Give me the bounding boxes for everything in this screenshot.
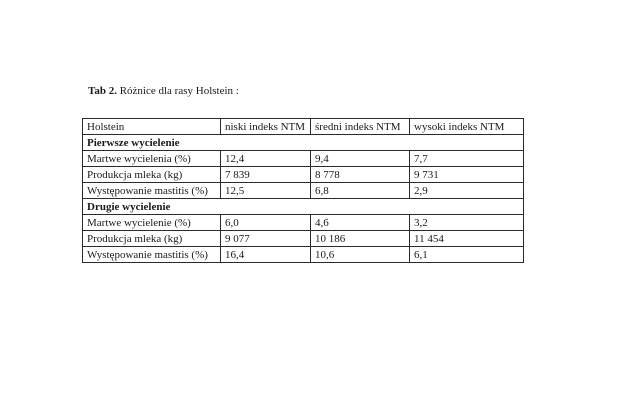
cell-high: 6,1 <box>410 247 524 263</box>
cell-low: 12,5 <box>221 183 311 199</box>
row-label: Występowanie mastitis (%) <box>83 183 221 199</box>
header-cell-low-ntm: niski indeks NTM <box>221 119 311 135</box>
cell-low: 16,4 <box>221 247 311 263</box>
section-title: Drugie wycielenie <box>83 199 524 215</box>
row-label: Produkcja mleka (kg) <box>83 167 221 183</box>
cell-low: 9 077 <box>221 231 311 247</box>
cell-mid: 4,6 <box>311 215 410 231</box>
cell-high: 9 731 <box>410 167 524 183</box>
table-caption-label: Tab 2. <box>88 85 117 97</box>
table-caption-text: Różnice dla rasy Holstein : <box>116 85 239 97</box>
table-row <box>83 215 524 231</box>
table-row <box>83 183 524 199</box>
header-cell-breed: Holstein <box>83 119 221 135</box>
cell-low: 12,4 <box>221 151 311 167</box>
section-title: Pierwsze wycielenie <box>83 135 524 151</box>
table-caption <box>88 84 239 98</box>
cell-mid: 10,6 <box>311 247 410 263</box>
cell-mid: 9,4 <box>311 151 410 167</box>
cell-mid: 6,8 <box>311 183 410 199</box>
row-label: Produkcja mleka (kg) <box>83 231 221 247</box>
section-row-first-calving <box>83 135 524 151</box>
header-cell-mid-ntm: średni indeks NTM <box>311 119 410 135</box>
cell-mid: 8 778 <box>311 167 410 183</box>
row-label: Martwe wycielenia (%) <box>83 151 221 167</box>
row-label: Występowanie mastitis (%) <box>83 247 221 263</box>
cell-low: 7 839 <box>221 167 311 183</box>
table-row <box>83 167 524 183</box>
table-row <box>83 247 524 263</box>
cell-high: 11 454 <box>410 231 524 247</box>
table-header-row <box>83 119 524 135</box>
holstein-differences-table <box>82 118 524 263</box>
cell-low: 6,0 <box>221 215 311 231</box>
table-row <box>83 231 524 247</box>
cell-high: 2,9 <box>410 183 524 199</box>
cell-mid: 10 186 <box>311 231 410 247</box>
row-label: Martwe wycielenie (%) <box>83 215 221 231</box>
cell-high: 7,7 <box>410 151 524 167</box>
table-row <box>83 151 524 167</box>
section-row-second-calving <box>83 199 524 215</box>
cell-high: 3,2 <box>410 215 524 231</box>
header-cell-high-ntm: wysoki indeks NTM <box>410 119 524 135</box>
